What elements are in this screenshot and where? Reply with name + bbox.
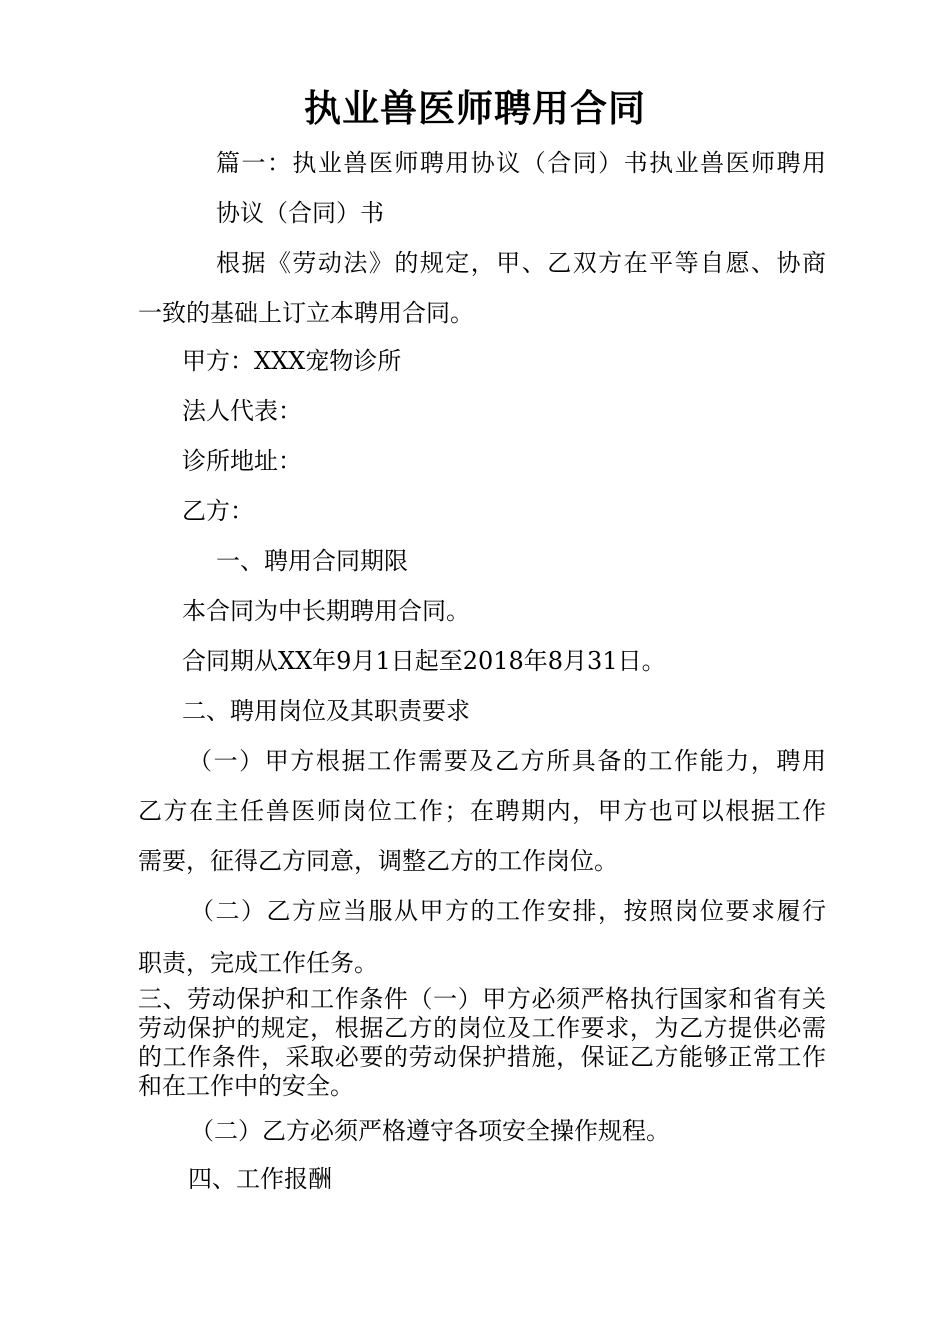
section-1-heading: 一、聘用合同期限 — [216, 547, 408, 575]
preamble-line-1: 根据《劳动法》的规定，甲、乙双方在平等自愿、协商 — [216, 249, 826, 277]
section-2-1-line-2: 乙方在主任兽医师岗位工作；在聘期内，甲方也可以根据工作 — [138, 797, 826, 825]
intro-line-1: 篇一：执业兽医师聘用协议（合同）书执业兽医师聘用 — [216, 149, 826, 177]
section-2-1-line-3: 需要，征得乙方同意，调整乙方的工作岗位。 — [138, 847, 618, 875]
document-title: 执业兽医师聘用合同 — [304, 87, 646, 130]
contract-type: 本合同为中长期聘用合同。 — [182, 597, 470, 625]
contract-period: 合同期从XX年9月1日起至2018年8月31日。 — [182, 647, 666, 675]
section-2-1-line-1: （一）甲方根据工作需要及乙方所具备的工作能力，聘用 — [188, 747, 826, 775]
clinic-address: 诊所地址： — [182, 447, 302, 475]
section-2-heading: 二、聘用岗位及其职责要求 — [182, 697, 470, 725]
preamble-line-2: 一致的基础上订立本聘用合同。 — [138, 299, 474, 327]
section-3-2: （二）乙方必须严格遵守各项安全操作规程。 — [190, 1117, 670, 1145]
section-2-2-line-2: 职责，完成工作任务。 — [138, 949, 378, 977]
section-2-2-line-1: （二）乙方应当服从甲方的工作安排，按照岗位要求履行 — [190, 897, 826, 925]
party-b: 乙方： — [182, 497, 254, 525]
section-3-paragraph: 三、劳动保护和工作条件（一）甲方必须严格执行国家和省有关劳动保护的规定，根据乙方的岗位及工作要求，为乙方提供必需的工作条件，采取必要的劳动保护措施，保证乙方能够正常工作和在工作中的安全。 — [138, 985, 826, 1100]
legal-representative: 法人代表： — [182, 397, 302, 425]
section-4-heading: 四、工作报酬 — [188, 1165, 332, 1193]
party-a: 甲方：XXX宠物诊所 — [182, 347, 402, 375]
intro-line-2: 协议（合同）书 — [216, 199, 384, 227]
